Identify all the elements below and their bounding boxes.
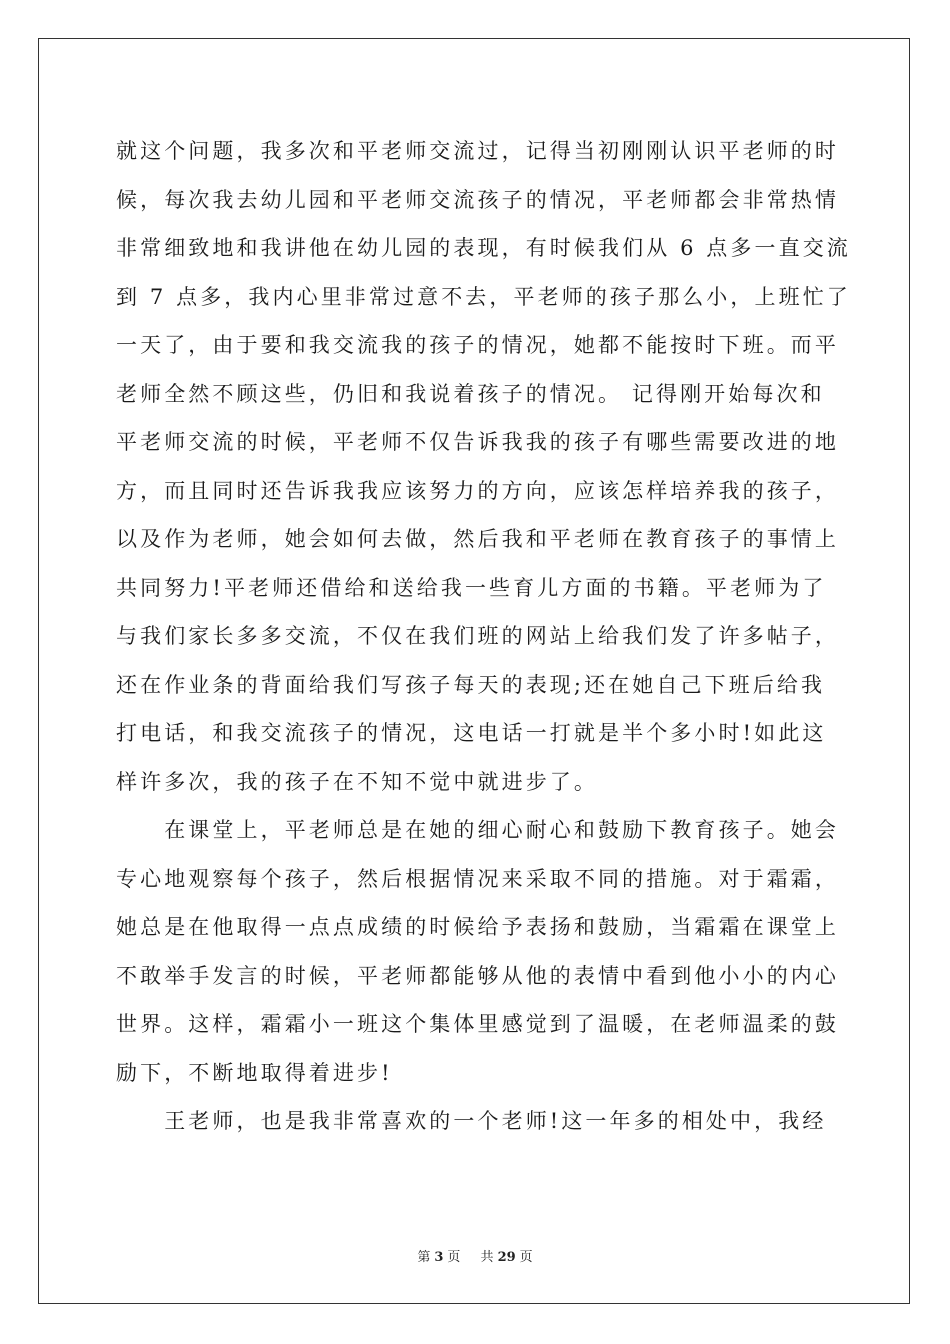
text-line: 一天了，由于要和我交流我的孩子的情况，她都不能按时下班。而平 [116,333,839,357]
text-line: 励下，不断地取得着进步! [116,1060,393,1085]
text-line: 以及作为老师，她会如何去做，然后我和平老师在教育孩子的事情上 [116,527,839,551]
text-line: 在课堂上，平老师总是在她的细心耐心和鼓励下教育孩子。她会 [116,818,839,842]
page-suffix: 页 [447,1250,461,1265]
text-line: 就这个问题，我多次和平老师交流过，记得当初刚刚认识平老师的时 [116,139,839,163]
page-number: 3 [434,1250,444,1265]
text-line: 与我们家长多多交流，不仅在我们班的网站上给我们发了许多帖子， [116,624,839,648]
text-line: 专心地观察每个孩子，然后根据情况来采取不同的措施。对于霜霜， [116,866,839,891]
text-line: 王老师，也是我非常喜欢的一个老师!这一年多的相处中，我经 [116,1109,827,1133]
total-indicator [477,1250,537,1265]
text-line: 共同努力!平老师还借给和送给我一些育儿方面的书籍。平老师为了 [116,575,827,600]
body-text [116,127,851,1146]
text-line: 平老师交流的时候，平老师不仅告诉我我的孩子有哪些需要改进的地 [116,430,839,454]
text-line: 到 7 点多，我内心里非常过意不去，平老师的孩子那么小，上班忙了 [116,284,851,309]
text-line: 不敢举手发言的时候，平老师都能够从他的表情中看到他小小的内心 [116,963,839,988]
text-line: 打电话，和我交流孩子的情况，这电话一打就是半个多小时!如此这 [116,721,827,745]
text-line: 还在作业条的背面给我们写孩子每天的表现;还在她自己下班后给我 [116,672,826,697]
text-line: 非常细致地和我讲他在幼儿园的表现，有时候我们从 6 点多一直交流 [116,236,851,260]
text-line: 老师全然不顾这些，仍旧和我说着孩子的情况。 记得刚开始每次和 [116,381,825,406]
total-suffix: 页 [519,1250,533,1265]
text-line: 方，而且同时还告诉我我应该努力的方向，应该怎样培养我的孩子， [116,478,839,503]
total-pages: 29 [497,1250,516,1265]
text-line: 样许多次，我的孩子在不知不觉中就进步了。 [116,769,598,794]
page-prefix: 第 [417,1250,431,1265]
text-line: 候，每次我去幼儿园和平老师交流孩子的情况，平老师都会非常热情 [116,187,839,212]
text-line: 世界。这样，霜霜小一班这个集体里感觉到了温暖，在老师温柔的鼓 [116,1012,839,1036]
page-indicator [413,1250,464,1265]
text-line: 她总是在他取得一点点成绩的时候给予表扬和鼓励，当霜霜在课堂上 [116,915,839,939]
total-prefix: 共 [480,1250,494,1265]
page-footer [0,1246,950,1265]
